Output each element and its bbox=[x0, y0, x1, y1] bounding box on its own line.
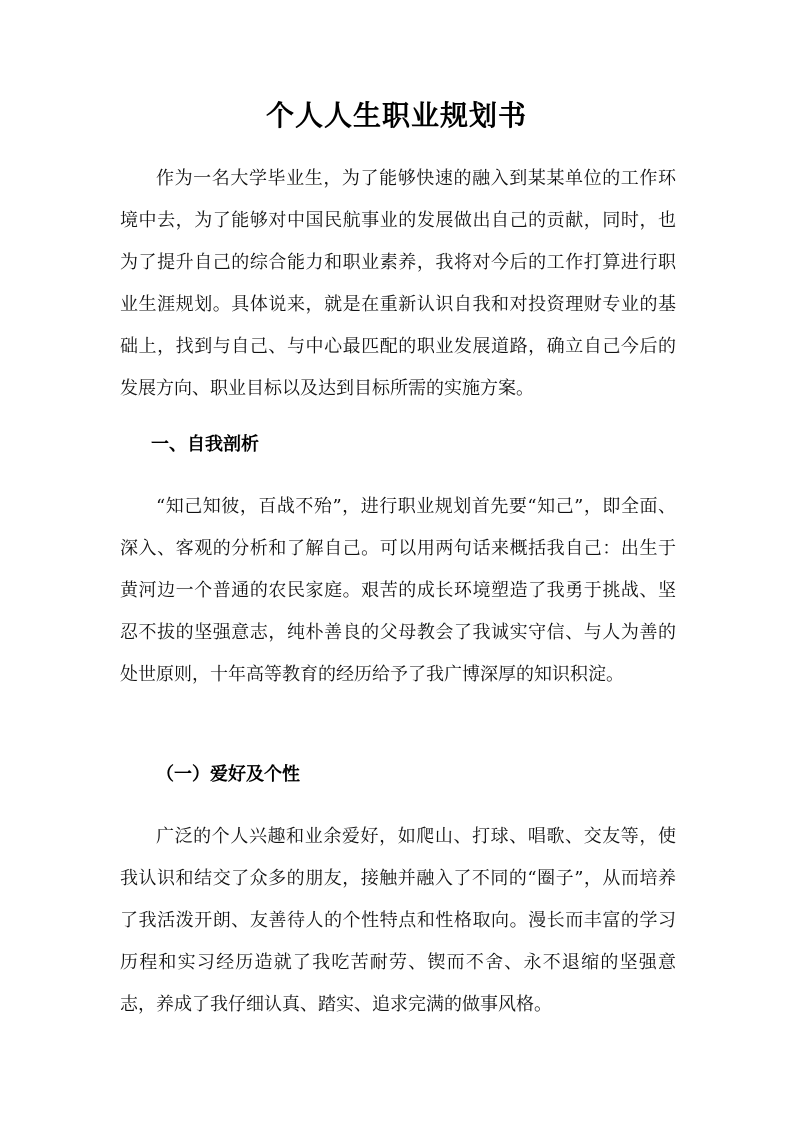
intro-paragraph: 作为一名大学毕业生，为了能够快速的融入到某某单位的工作环境中去，为了能够对中国民航事业的发展做出自己的贡献，同时，也为了提升自己的综合能力和职业素养，我将对今后的工作打算进行职业生涯规划。具体说来，就是在重新认识自我和对投资理财专业的基础上，找到与自己、与中心最匹配的职业发展道路，确立自己今后的发展方向、职业目标以及达到目标所需的实施方案。 bbox=[120, 168, 676, 399]
section-heading-hobbies-personality: （一）爱好及个性 bbox=[156, 764, 300, 785]
hobbies-personality-paragraph: 广泛的个人兴趣和业余爱好，如爬山、打球、唱歌、交友等，使我认识和结交了众多的朋友，接触并融入了不同的“圈子”，从而培养了我活泼开朗、友善待人的个性特点和性格取向。漫长而丰富的学习历程和实习经历造就了我吃苦耐劳、锲而不舍、永不退缩的坚强意志，养成了我仔细认真、踏实、追求完满的做事风格。 bbox=[120, 826, 676, 1015]
self-analysis-paragraph: “知己知彼，百战不殆”，进行职业规划首先要“知己”，即全面、深入、客观的分析和了解自己。可以用两句话来概括我自己：出生于黄河边一个普通的农民家庭。艰苦的成长环境塑造了我勇于挑战、坚忍不拔的坚强意志，纯朴善良的父母教会了我诚实守信、与人为善的处世原则，十年高等教育的经历给予了我广博深厚的知识积淀。 bbox=[120, 496, 676, 685]
document-title: 个人人生职业规划书 bbox=[265, 99, 527, 132]
section-heading-self-analysis: 一、自我剖析 bbox=[151, 434, 259, 455]
